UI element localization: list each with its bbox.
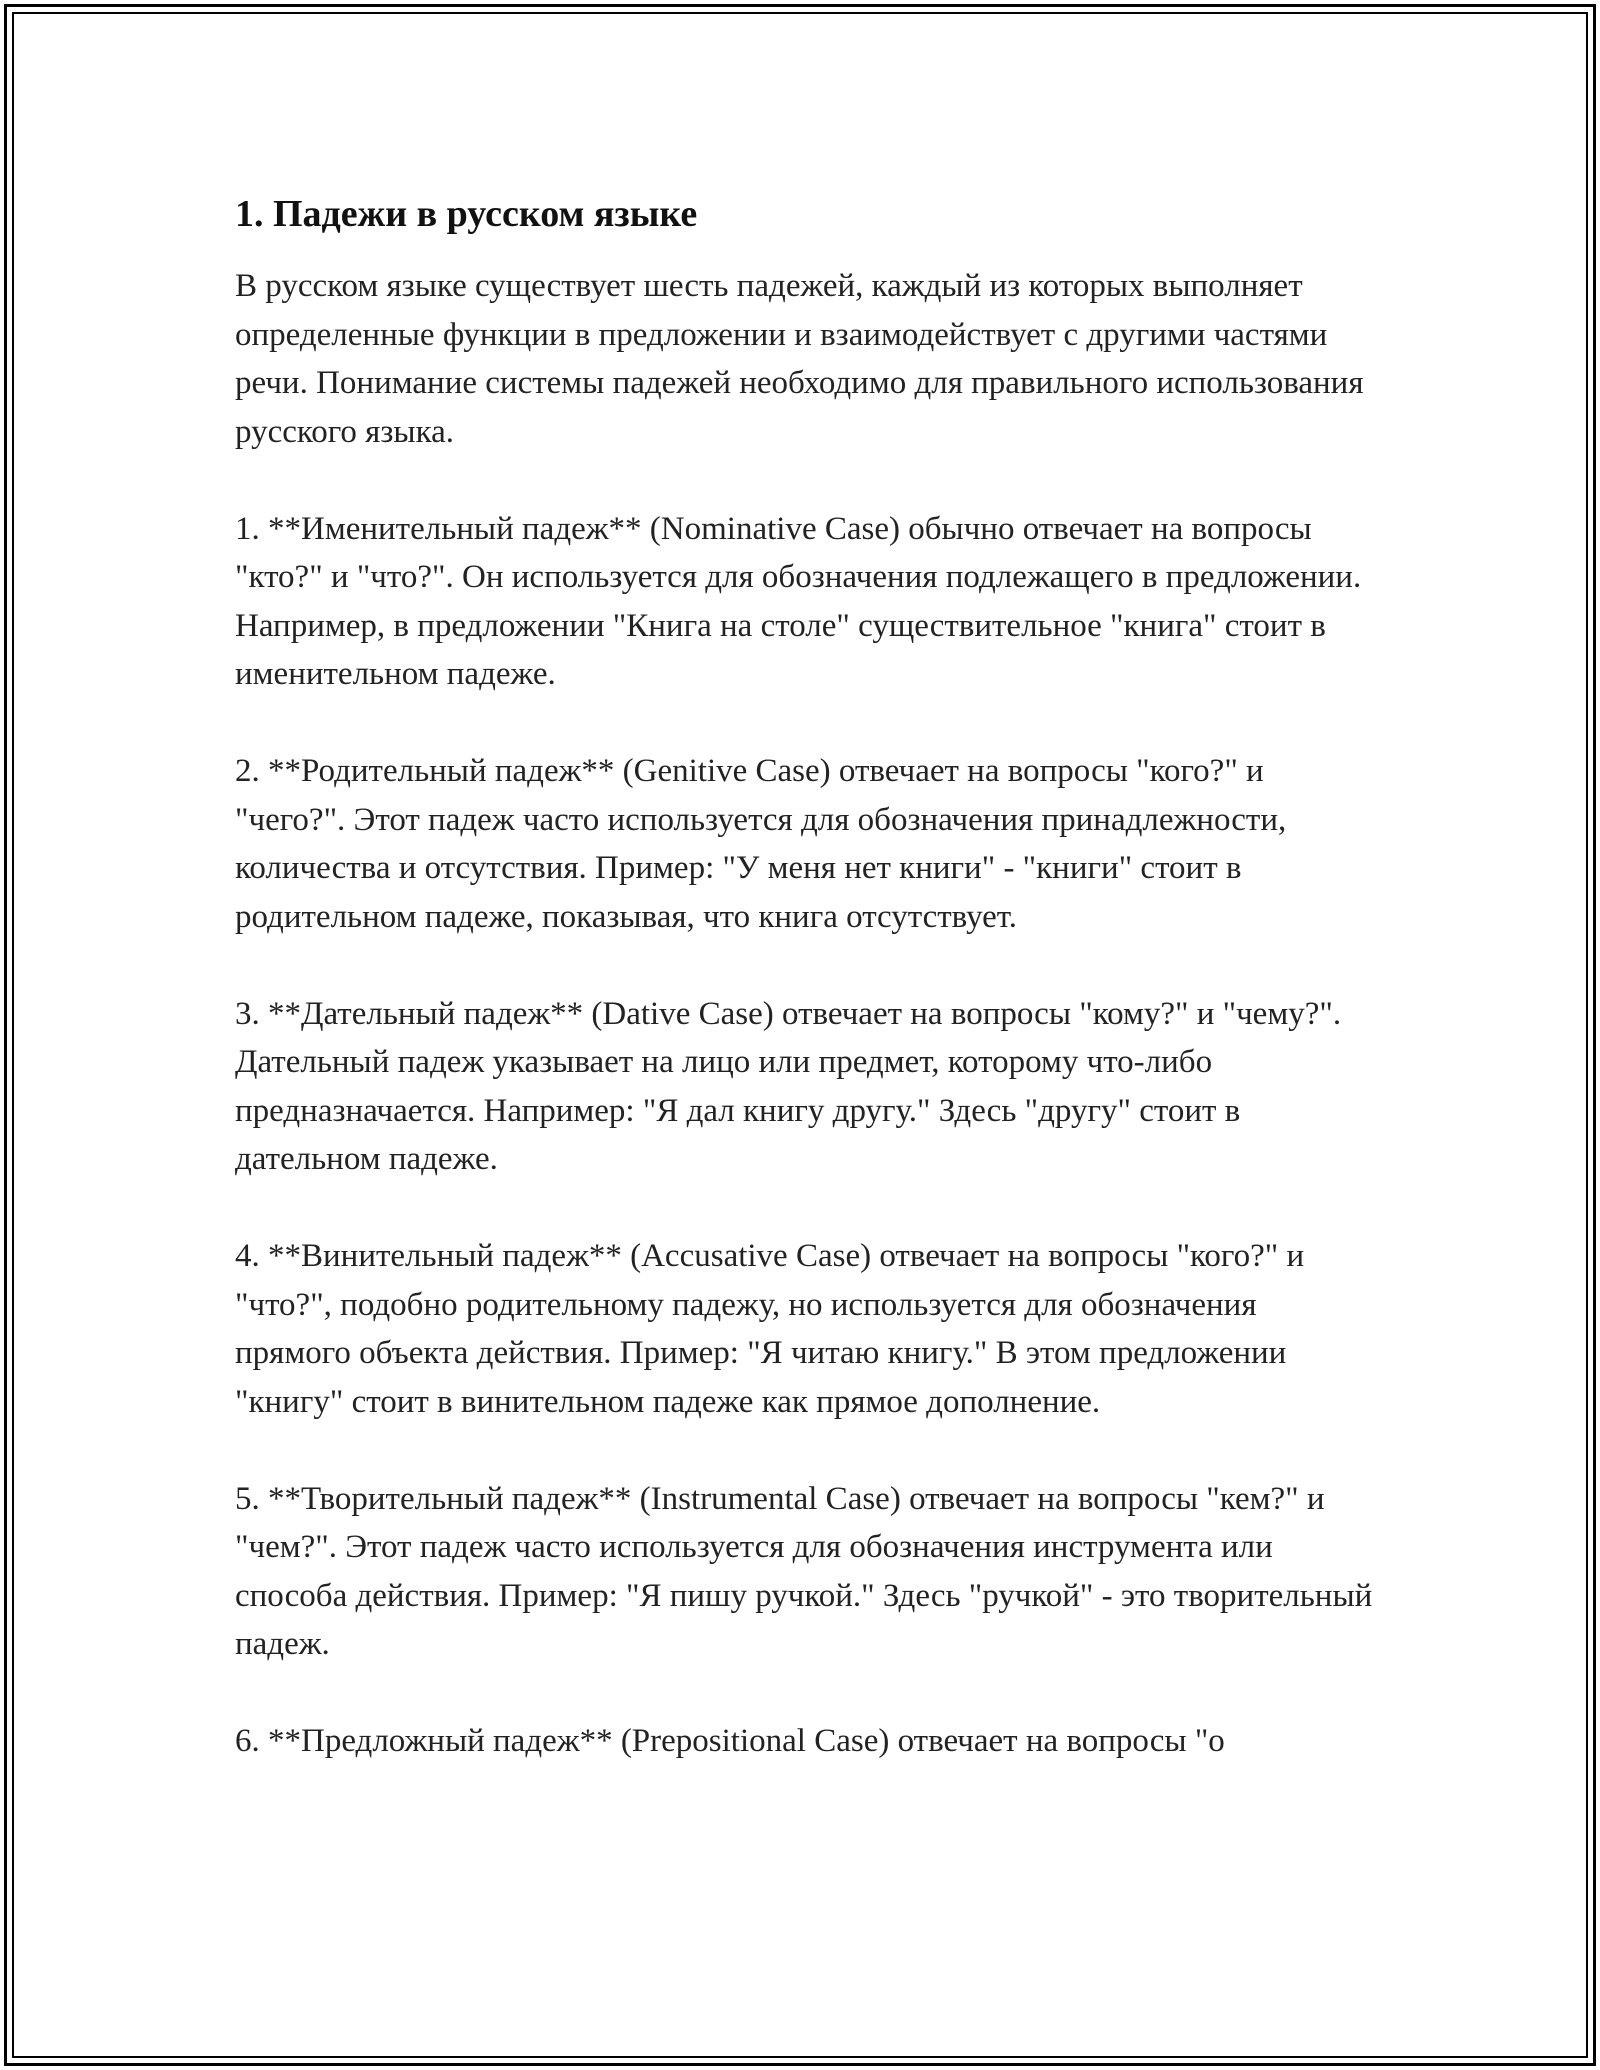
prepositional-case-paragraph: 6. **Предложный падеж** (Prepositional Case) отвечает на вопросы "о — [235, 1723, 1225, 1759]
accusative-case-paragraph: 4. **Винительный падеж** (Accusative Case) отвечает на вопросы "кого?" и "что?", подобно родительному падежу, но используется для обозначения прямого объекта действия. Пример: "Я читаю книгу." В этом предложении "книгу" стоит в винительном падеже как прямое дополнение. — [235, 1238, 1305, 1420]
genitive-case-paragraph: 2. **Родительный падеж** (Genitive Case) отвечает на вопросы "кого?" и "чего?". Этот падеж часто используется для обозначения принадлежности, количества и отсутствия. Пример: "У меня нет книги" - "книги" стоит в родительном падеже, показывая, что книга отсутствует. — [235, 753, 1287, 935]
document-body — [235, 188, 1375, 1766]
nominative-case-paragraph: 1. **Именительный падеж** (Nominative Case) обычно отвечает на вопросы "кто?" и "что?". Он используется для обозначения подлежащего в предложении. Например, в предложении "Книга на столе" существительное "книга" стоит в именительном падеже. — [235, 510, 1362, 692]
document-title: 1. Падежи в русском языке — [235, 193, 698, 235]
intro-paragraph: В русском языке существует шесть падежей, каждый из которых выполняет определенные функции в предложении и взаимодействует с другими частями речи. Понимание системы падежей необходимо для правильного использования русского языка. — [235, 268, 1364, 450]
dative-case-paragraph: 3. **Дательный падеж** (Dative Case) отвечает на вопросы "кому?" и "чему?". Дательный падеж указывает на лицо или предмет, которому что-либо предназначается. Например: "Я дал книгу другу." Здесь "другу" стоит в дательном падеже. — [235, 995, 1342, 1177]
instrumental-case-paragraph: 5. **Творительный падеж** (Instrumental Case) отвечает на вопросы "кем?" и "чем?". Этот падеж часто используется для обозначения инструмента или способа действия. Пример: "Я пишу ручкой." Здесь "ручкой" - это творительный падеж. — [235, 1480, 1373, 1662]
